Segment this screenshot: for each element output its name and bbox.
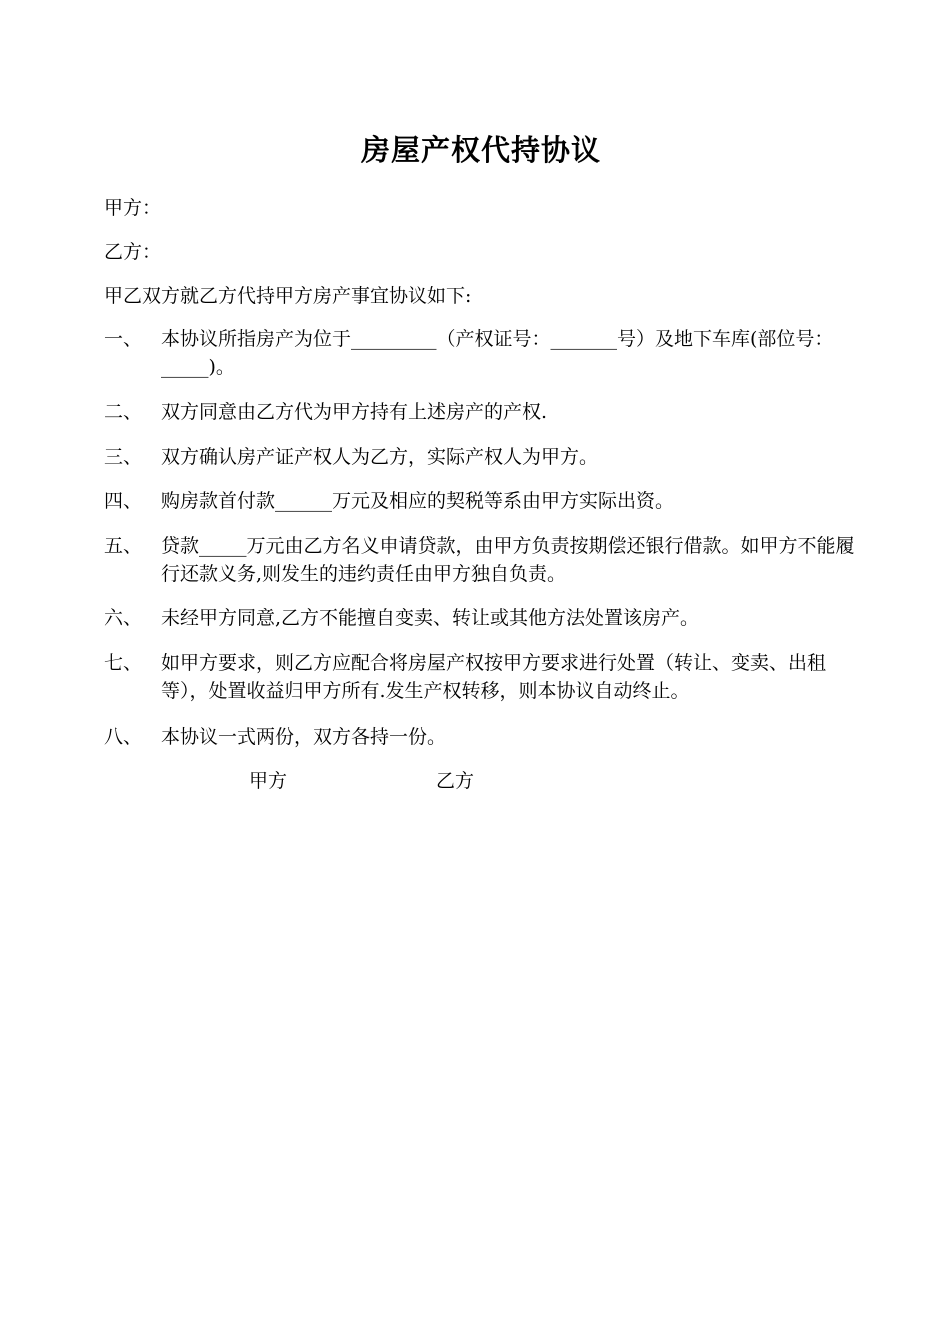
clause-text: 如甲方要求，则乙方应配合将房屋产权按甲方要求进行处置（转让、变卖、出租等），处置收益归甲方所有.发生产权转移，则本协议自动终止。	[161, 652, 827, 702]
clause-number: 七、	[104, 652, 143, 674]
intro-text: 甲乙双方就乙方代持甲方房产事宜协议如下:	[104, 285, 472, 307]
clause-1	[104, 325, 864, 381]
clause-number: 五、	[104, 535, 143, 557]
party-a-label: 甲方：	[104, 197, 162, 219]
clause-number: 一、	[104, 328, 143, 350]
clause-text: 双方确认房产证产权人为乙方，实际产权人为甲方。	[161, 446, 599, 468]
clause-4	[104, 487, 864, 515]
clause-5	[104, 532, 864, 588]
clause-6	[104, 604, 864, 632]
party-b-label: 乙方：	[104, 241, 162, 263]
clause-text: 未经甲方同意,乙方不能擅自变卖、转让或其他方法处置该房产。	[161, 607, 700, 629]
clause-number: 二、	[104, 401, 143, 423]
clause-text: 贷款_____万元由乙方名义申请贷款，由甲方负责按期偿还银行借款。如甲方不能履行还款义务,则发生的违约责任由甲方独自负责。	[161, 535, 855, 585]
clause-7	[104, 649, 864, 705]
clause-8	[104, 723, 864, 751]
clause-number: 八、	[104, 726, 143, 748]
document-title: 房屋产权代持协议	[360, 133, 601, 167]
clause-2	[104, 398, 864, 426]
signature-party-a: 甲方	[249, 770, 288, 792]
clause-3	[104, 443, 864, 471]
clause-number: 四、	[104, 490, 143, 512]
clause-text: 本协议一式两份，双方各持一份。	[161, 726, 447, 748]
clause-number: 六、	[104, 607, 143, 629]
clause-text: 本协议所指房产为位于_________（产权证号：_______号）及地下车库(部位号：_____)。	[161, 328, 834, 378]
clause-number: 三、	[104, 446, 143, 468]
clause-text: 购房款首付款______万元及相应的契税等系由甲方实际出资。	[161, 490, 675, 512]
clause-text: 双方同意由乙方代为甲方持有上述房产的产权.	[161, 401, 548, 423]
signature-party-b: 乙方	[436, 770, 475, 792]
